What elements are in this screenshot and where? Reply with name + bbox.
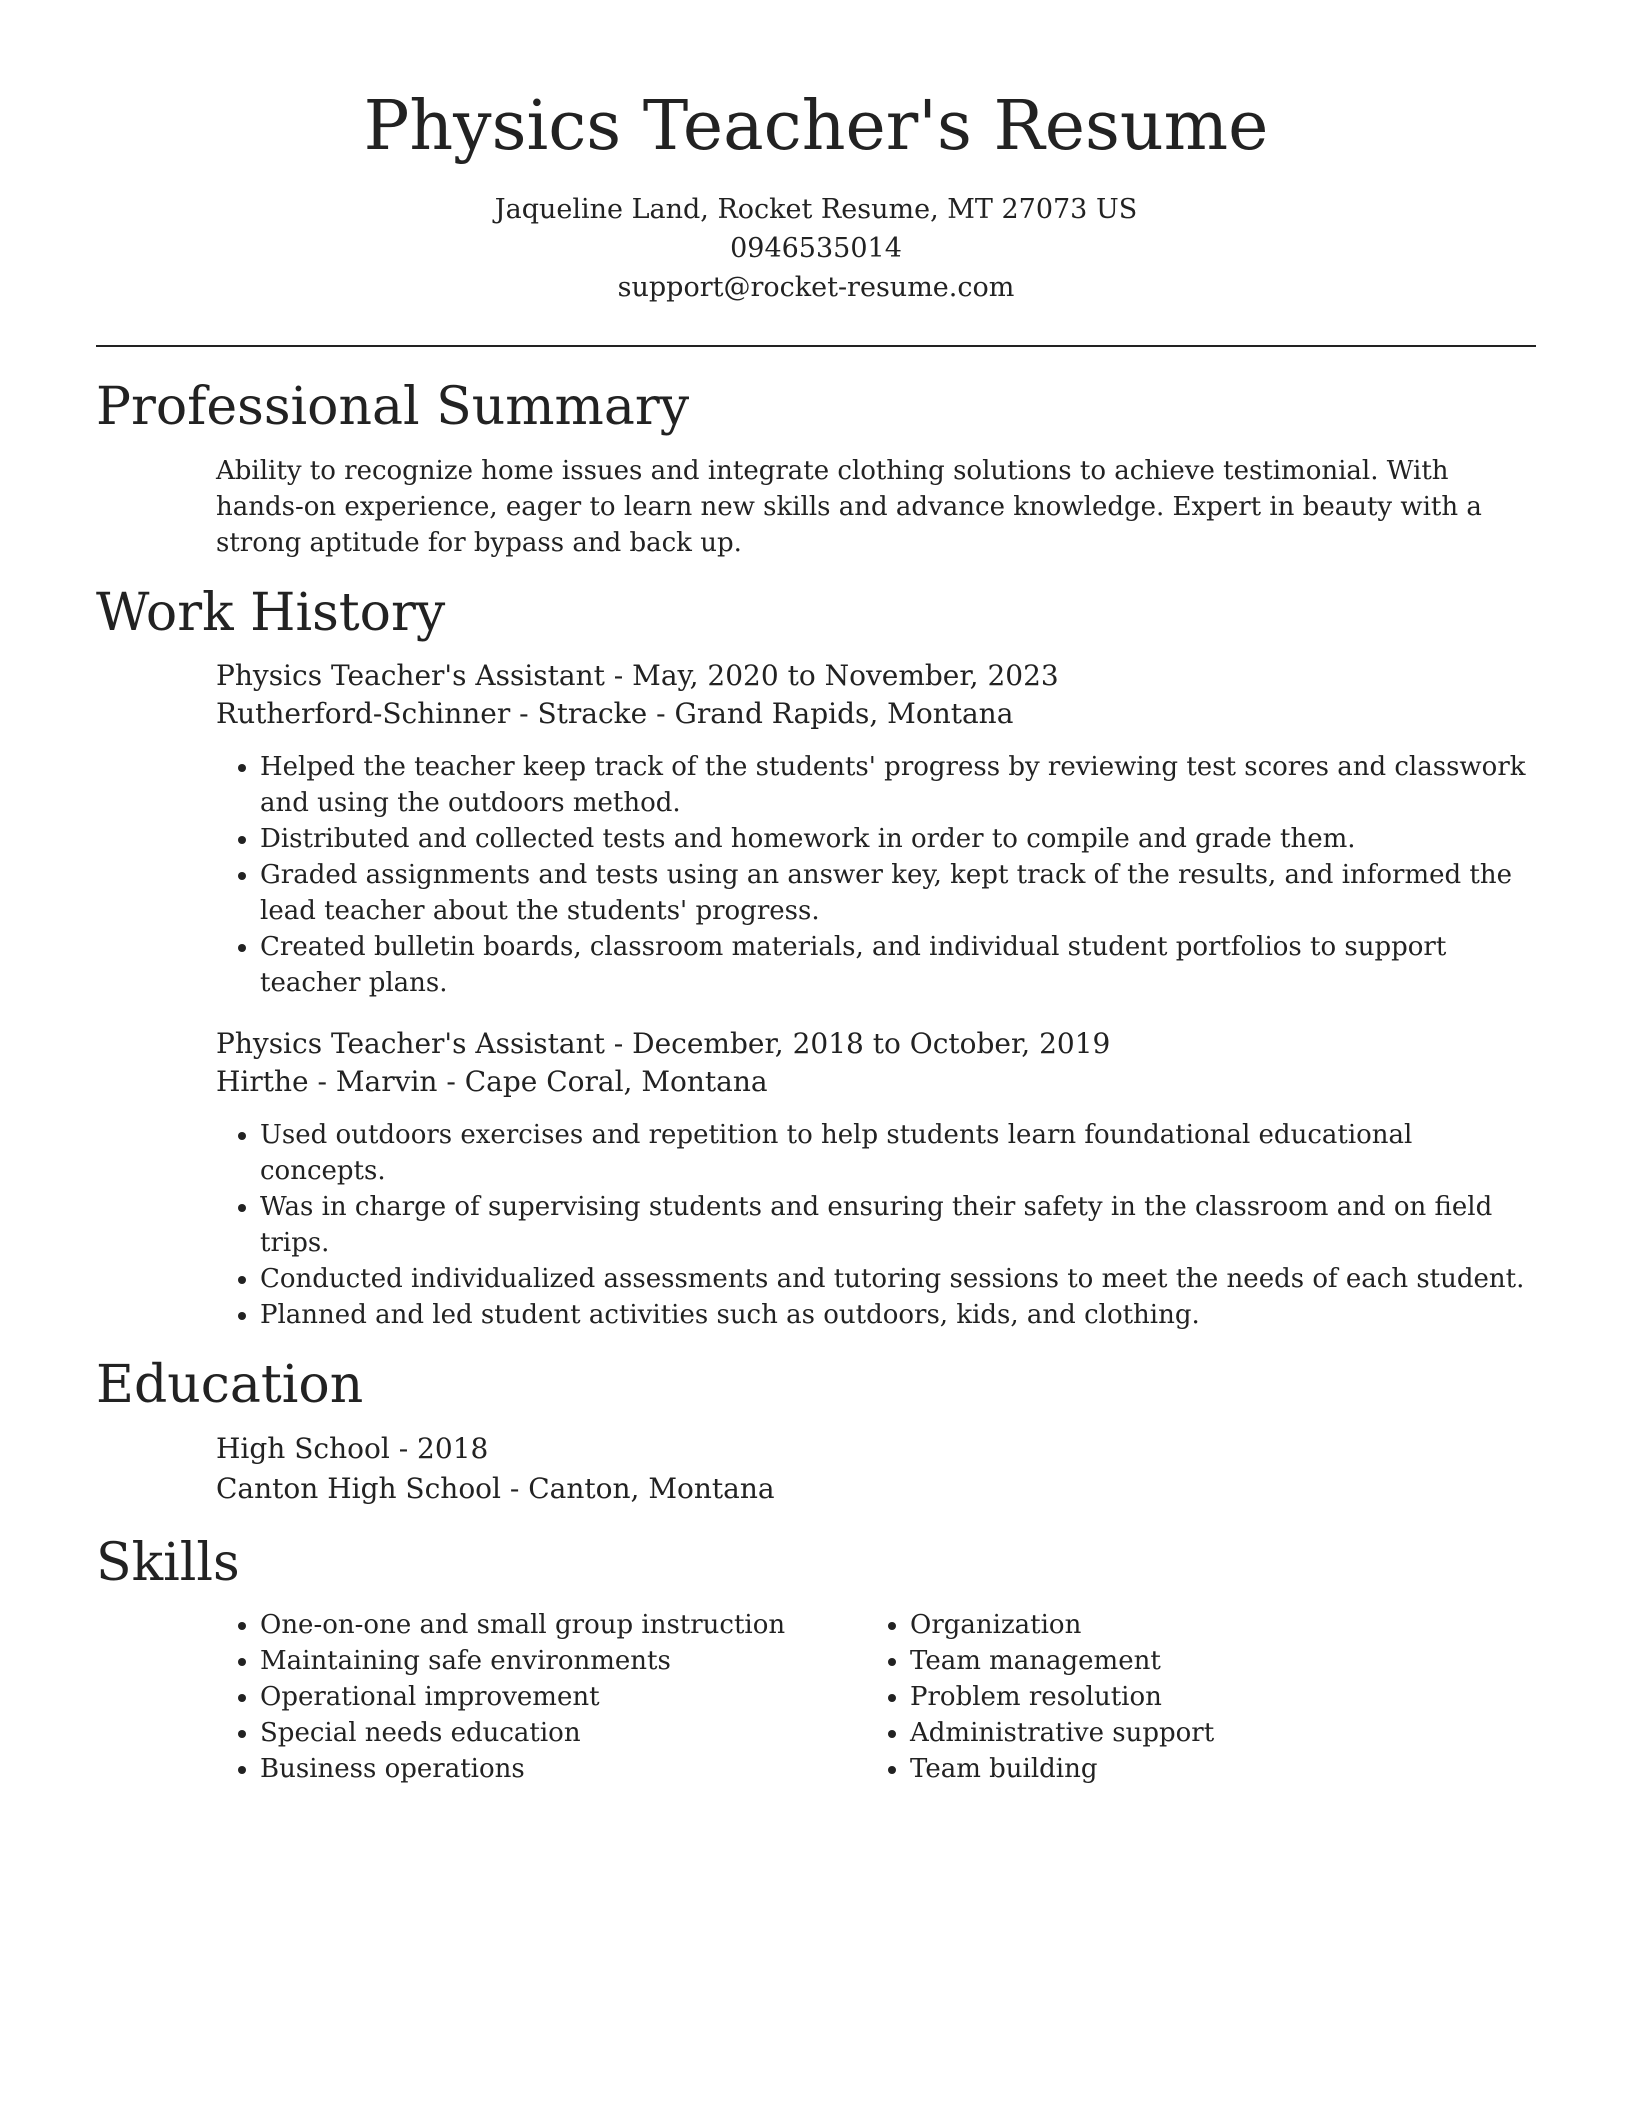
list-item: • Distributed and collected tests and homework in order to compile and grade them. bbox=[260, 821, 1536, 857]
list-item: • Conducted individualized assessments and tutoring sessions to meet the needs of each student. bbox=[260, 1261, 1536, 1297]
work-history-section bbox=[96, 581, 1536, 1333]
job-duties bbox=[216, 749, 1536, 1001]
skill-item: • Administrative support bbox=[910, 1715, 1516, 1751]
job-entry bbox=[216, 1025, 1536, 1333]
job-company-line bbox=[216, 1063, 1536, 1101]
job-dates: - December, 2018 to October, 2019 bbox=[604, 1027, 1111, 1060]
education-location: - Canton, Montana bbox=[501, 1472, 775, 1505]
education-degree: High School bbox=[216, 1432, 390, 1465]
job-location: - Cape Coral, Montana bbox=[437, 1065, 768, 1098]
work-history-heading: Work History bbox=[96, 583, 446, 643]
skill-item: • Operational improvement bbox=[260, 1679, 866, 1715]
skills-section bbox=[96, 1531, 1536, 1787]
education-year: - 2018 bbox=[389, 1432, 489, 1465]
list-item: • Planned and led student activities such as outdoors, kids, and clothing. bbox=[260, 1297, 1536, 1333]
skill-item: • Business operations bbox=[260, 1751, 866, 1787]
job-title-line bbox=[216, 657, 1536, 695]
job-company-line bbox=[216, 695, 1536, 733]
skill-item: • Maintaining safe environments bbox=[260, 1643, 866, 1679]
resume-title: Physics Teacher's Resume bbox=[363, 87, 1269, 166]
summary-text: Ability to recognize home issues and integrate clothing solutions to achieve testimonial. With hands-on experience, eager to learn new skills and advance knowledge. Expert in beauty with a strong aptitude for bypass and back up. bbox=[216, 456, 1482, 558]
job-title-line bbox=[216, 1025, 1536, 1063]
education-degree-line bbox=[216, 1429, 1536, 1469]
education-section bbox=[96, 1353, 1536, 1509]
skill-item: • Team building bbox=[910, 1751, 1516, 1787]
skill-item: • One-on-one and small group instruction bbox=[260, 1607, 866, 1643]
skills-column-right bbox=[866, 1607, 1516, 1787]
summary-heading: Professional Summary bbox=[96, 377, 690, 437]
job-title: Physics Teacher's Assistant bbox=[216, 1027, 605, 1060]
resume-header bbox=[96, 0, 1536, 307]
contact-email[interactable]: support@rocket-resume.com bbox=[617, 272, 1015, 303]
job-title: Physics Teacher's Assistant bbox=[216, 659, 605, 692]
job-dates: - May, 2020 to November, 2023 bbox=[604, 659, 1059, 692]
job-duties bbox=[216, 1117, 1536, 1333]
list-item: • Created bulletin boards, classroom materials, and individual student portfolios to support teacher plans. bbox=[260, 929, 1536, 1001]
skills-grid bbox=[216, 1607, 1536, 1787]
job-company: Hirthe - Marvin bbox=[216, 1065, 438, 1098]
skills-column-left bbox=[216, 1607, 866, 1787]
summary-section bbox=[96, 375, 1536, 561]
skill-item: • Special needs education bbox=[260, 1715, 866, 1751]
list-item: • Was in charge of supervising students and ensuring their safety in the classroom and on field trips. bbox=[260, 1189, 1536, 1261]
education-school-line bbox=[216, 1469, 1536, 1509]
job-company: Rutherford-Schinner - Stracke bbox=[216, 697, 648, 730]
job-location: - Grand Rapids, Montana bbox=[647, 697, 1014, 730]
header-divider bbox=[96, 345, 1536, 347]
skill-item: • Team management bbox=[910, 1643, 1516, 1679]
skills-heading: Skills bbox=[96, 1533, 240, 1593]
contact-block bbox=[96, 190, 1536, 307]
list-item: • Used outdoors exercises and repetition to help students learn foundational educational concepts. bbox=[260, 1117, 1536, 1189]
skill-item: • Problem resolution bbox=[910, 1679, 1516, 1715]
list-item: • Helped the teacher keep track of the students' progress by reviewing test scores and classwork and using the outdoors method. bbox=[260, 749, 1536, 821]
education-school: Canton High School bbox=[216, 1472, 501, 1505]
skill-item: • Organization bbox=[910, 1607, 1516, 1643]
job-entry bbox=[216, 657, 1536, 1001]
list-item: • Graded assignments and tests using an answer key, kept track of the results, and informed the lead teacher about the students' progress. bbox=[260, 857, 1536, 929]
contact-address: Jaqueline Land, Rocket Resume, MT 27073 US bbox=[494, 194, 1138, 225]
education-heading: Education bbox=[96, 1355, 364, 1415]
contact-phone: 0946535014 bbox=[730, 233, 902, 264]
